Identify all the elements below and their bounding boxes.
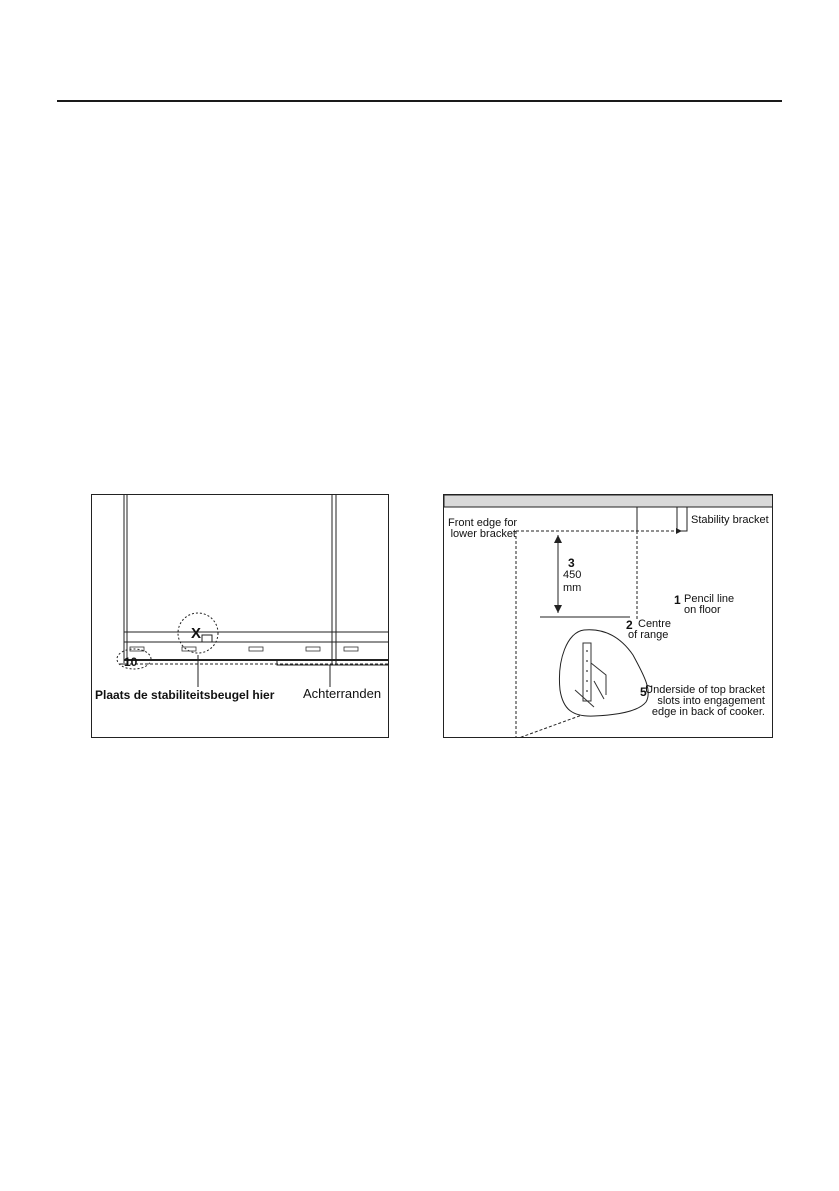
step3-unit: mm — [563, 582, 582, 594]
step1-line2: on floor — [684, 604, 721, 616]
step5-line2: slots into engagement — [657, 695, 765, 707]
x-mark: X — [191, 625, 202, 642]
step5-text — [624, 685, 765, 718]
front-edge-line2: lower bracket — [450, 528, 516, 540]
step1-text — [684, 594, 734, 616]
step5-line1: Underside of top bracket — [645, 684, 765, 696]
step5-line3: edge in back of cooker. — [651, 706, 765, 718]
step1-number: 1 — [674, 593, 681, 607]
front-edge-label — [448, 518, 516, 540]
step5-number: 5 — [640, 685, 647, 699]
header-rule — [57, 100, 782, 102]
corner-number: 10 — [124, 655, 138, 669]
stability-bracket-installation-diagram — [443, 494, 773, 738]
step2-number: 2 — [626, 618, 633, 632]
front-edge-line1: Front edge for — [448, 517, 518, 529]
place-bracket-label: Plaats de stabiliteitsbeugel hier — [95, 688, 275, 702]
step2-text — [628, 619, 671, 641]
step2-line2: of range — [628, 629, 669, 641]
stability-bracket-placement-diagram — [91, 494, 389, 738]
step1-line1: Pencil line — [684, 593, 735, 605]
step3-value: 450 — [563, 569, 582, 581]
step2-line1: Centre — [638, 618, 672, 630]
rear-edges-label: Achterranden — [303, 686, 382, 701]
stability-bracket-label: Stability bracket — [691, 514, 769, 526]
step3-number: 3 — [568, 556, 575, 570]
